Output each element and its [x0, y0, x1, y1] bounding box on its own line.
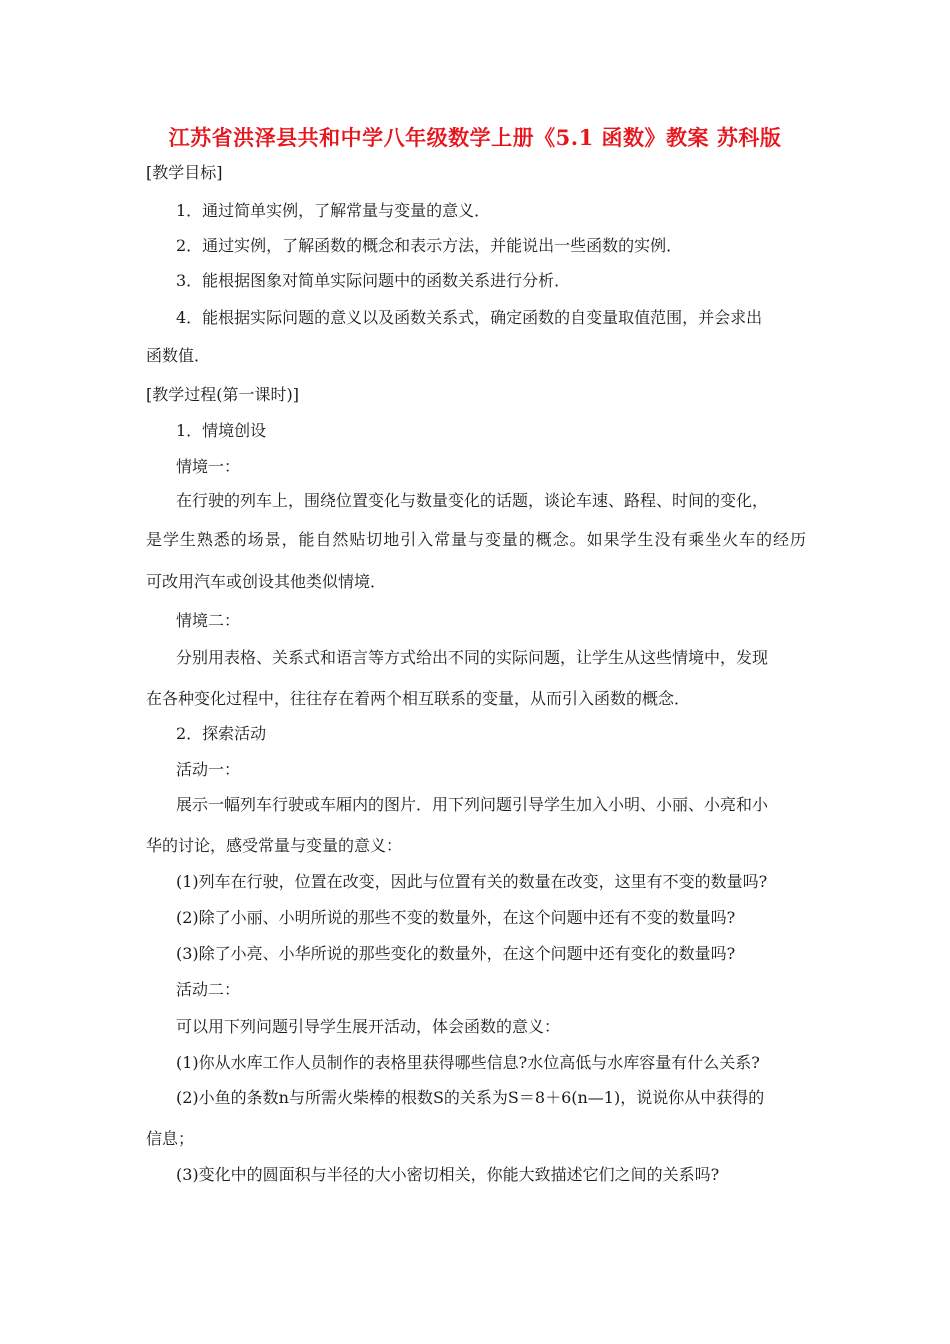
paragraph-line: 分别用表格、关系式和语言等方式给出不同的实际问题，让学生从这些情境中，发现: [176, 648, 769, 667]
paragraph-line: 华的讨论，感受常量与变量的意义：: [146, 836, 403, 855]
paragraph-line: 3．能根据图象对简单实际问题中的函数关系进行分析．: [176, 271, 571, 290]
paragraph-line: 在各种变化过程中，往往存在着两个相互联系的变量，从而引入函数的概念．: [146, 689, 691, 708]
paragraph-line: 4．能根据实际问题的意义以及函数关系式，确定函数的自变量取值范围，并会求出: [176, 308, 763, 327]
paragraph-line: 活动一：: [176, 760, 241, 779]
paragraph-line: [教学目标]: [146, 163, 223, 182]
paragraph-line: 2．通过实例，了解函数的概念和表示方法，并能说出一些函数的实例．: [176, 236, 683, 255]
paragraph-line: 展示一幅列车行驶或车厢内的图片．用下列问题引导学生加入小明、小丽、小亮和小: [176, 795, 769, 814]
paragraph-line: (3)除了小亮、小华所说的那些变化的数量外，在这个问题中还有变化的数量吗?: [176, 944, 736, 963]
paragraph-line: 可改用汽车或创设其他类似情境．: [146, 572, 387, 591]
paragraph-line: (3)变化中的圆面积与半径的大小密切相关，你能大致描述它们之间的关系吗?: [176, 1165, 720, 1184]
paragraph-line: 在行驶的列车上，围绕位置变化与数量变化的话题，谈论车速、路程、时间的变化，: [176, 491, 769, 510]
paragraph-line: (1)列车在行驶，位置在改变，因此与位置有关的数量在改变，这里有不变的数量吗?: [176, 872, 768, 891]
paragraph-line: 情境二：: [176, 611, 241, 630]
document-title: 江苏省洪泽县共和中学八年级数学上册《5.1 函数》教案 苏科版: [168, 125, 782, 150]
paragraph-line: 2．探索活动: [176, 724, 267, 743]
paragraph-line: 是学生熟悉的场景，能自然贴切地引入常量与变量的概念。如果学生没有乘坐火车的经历: [146, 530, 806, 549]
paragraph-line: 活动二：: [176, 980, 241, 999]
paragraph-line: 1．通过简单实例，了解常量与变量的意义．: [176, 201, 491, 220]
paragraph-line: (1)你从水库工作人员制作的表格里获得哪些信息?水位高低与水库容量有什么关系?: [176, 1053, 760, 1072]
paragraph-line: 1．情境创设: [176, 421, 267, 440]
paragraph-line: 函数值．: [146, 346, 211, 365]
paragraph-line: [教学过程(第一课时)]: [146, 385, 299, 404]
paragraph-line: (2)除了小丽、小明所说的那些不变的数量外，在这个问题中还有不变的数量吗?: [176, 908, 736, 927]
paragraph-line: 可以用下列问题引导学生展开活动，体会函数的意义：: [176, 1017, 561, 1036]
paragraph-line: 信息；: [146, 1129, 195, 1148]
paragraph-line: (2)小鱼的条数n与所需火柴棒的根数S的关系为S＝8＋6(n—1)，说说你从中获得的: [176, 1088, 765, 1107]
paragraph-line: 情境一：: [176, 457, 241, 476]
